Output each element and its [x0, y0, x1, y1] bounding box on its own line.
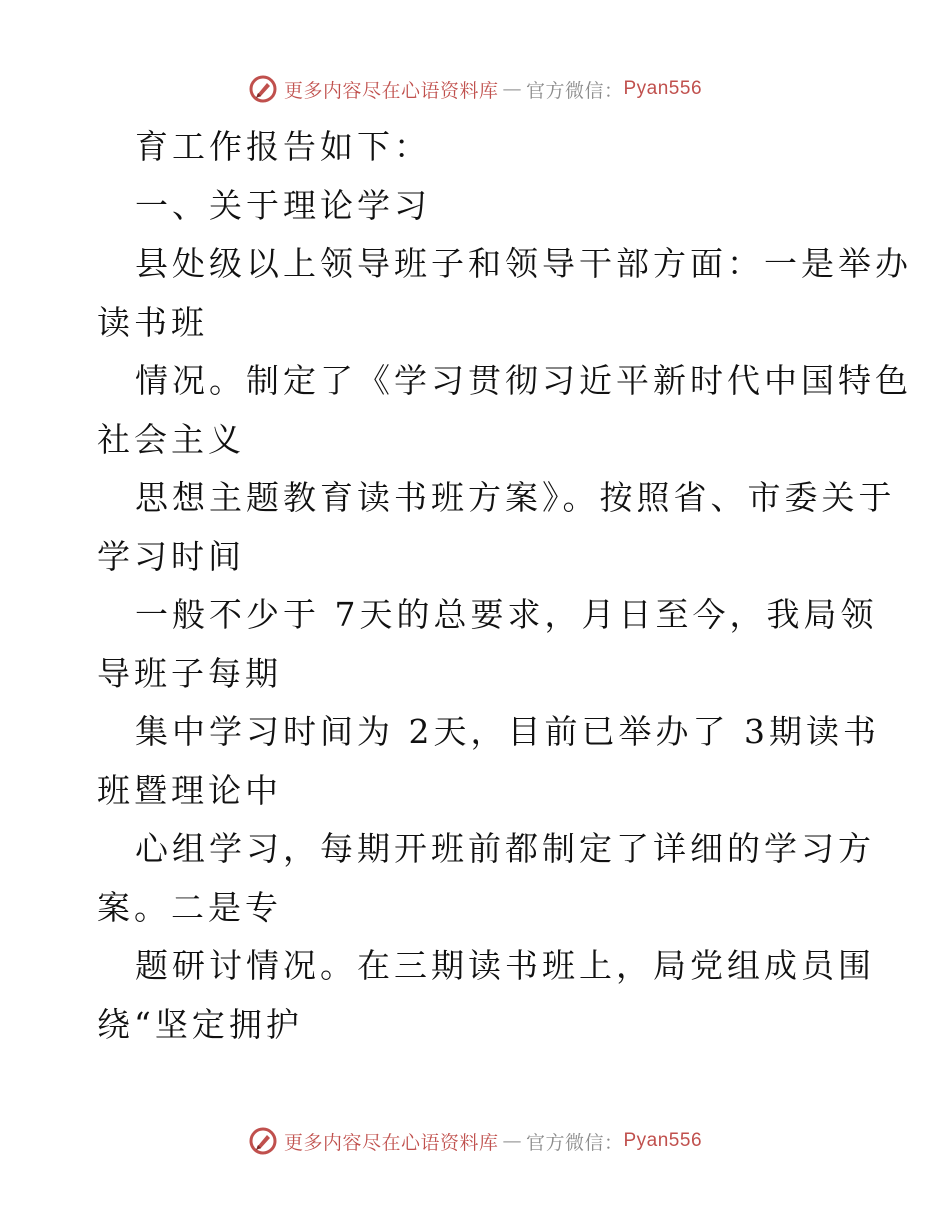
body-line: 心组学习，每期开班前都制定了详细的学习方 — [135, 829, 875, 868]
body-line: 学习时间 — [97, 536, 245, 576]
body-text — [97, 118, 912, 1054]
section-heading: 一、关于理论学习 — [135, 185, 431, 225]
pen-nib-circle-icon — [248, 74, 278, 104]
footer-banner — [0, 1126, 950, 1156]
header-banner-dash: — — [502, 78, 522, 100]
body-line: 社会主义 — [97, 419, 245, 459]
body-line: 育工作报告如下： — [135, 127, 431, 166]
body-line: 一般不少于 7天的总要求，月日至今，我局领 — [135, 595, 878, 634]
body-line: 导班子每期 — [97, 653, 282, 693]
footer-banner-account: Pyan556 — [623, 1130, 703, 1151]
header-banner — [0, 74, 950, 104]
footer-banner-dash: — — [502, 1130, 522, 1152]
body-line: 情况。制定了《学习贯彻习近平新时代中国特色 — [135, 361, 912, 400]
body-line: 绕“坚定拥护 — [97, 1004, 303, 1044]
body-line: 班暨理论中 — [97, 770, 282, 810]
header-banner-account: Pyan556 — [623, 78, 703, 99]
body-line: 读书班 — [97, 302, 208, 342]
body-line: 集中学习时间为 2天，目前已举办了 3期读书 — [135, 712, 880, 751]
body-line: 案。二是专 — [97, 887, 282, 927]
footer-banner-text: 更多内容尽在心语资料库 — [283, 1131, 499, 1154]
body-line: 县处级以上领导班子和领导干部方面：一是举办 — [135, 244, 912, 283]
body-line: 题研讨情况。在三期读书班上，局党组成员围 — [135, 946, 875, 985]
pen-nib-circle-icon — [248, 1126, 278, 1156]
footer-banner-label: 官方微信： — [525, 1131, 624, 1154]
header-banner-text: 更多内容尽在心语资料库 — [283, 79, 499, 102]
body-line: 思想主题教育读书班方案》。按照省、市委关于 — [135, 478, 896, 517]
header-banner-label: 官方微信： — [525, 79, 624, 102]
